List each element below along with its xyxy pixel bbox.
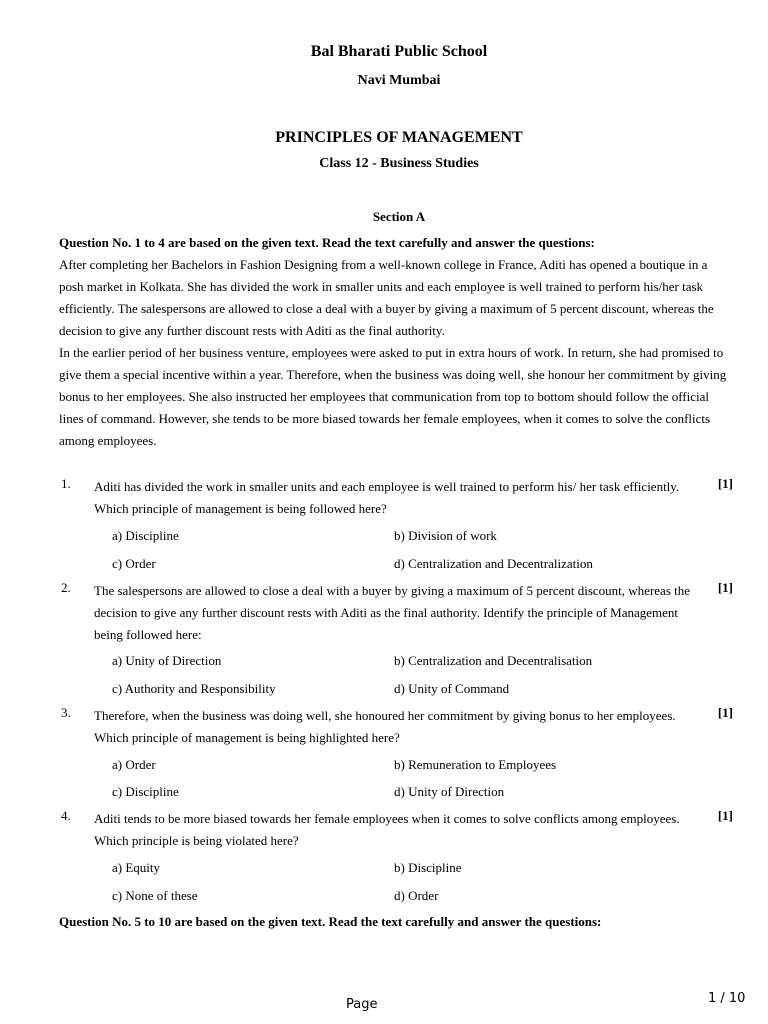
footer-page-label: Page	[346, 997, 378, 1012]
option-c[interactable]: c) Discipline	[112, 784, 179, 799]
option-a[interactable]: a) Discipline	[112, 528, 179, 543]
question-marks: [1]	[717, 580, 733, 595]
page-number: 1 / 10	[708, 991, 746, 1006]
question-number: 1.	[61, 476, 71, 491]
option-b[interactable]: b) Centralization and Decentralisation	[394, 653, 593, 668]
question-number: 2.	[61, 580, 71, 595]
option-a[interactable]: a) Order	[112, 757, 156, 772]
option-a[interactable]: a) Equity	[112, 860, 161, 875]
option-a[interactable]: a) Unity of Direction	[112, 653, 222, 668]
option-c[interactable]: c) Order	[112, 556, 156, 571]
instruction-1: Question No. 1 to 4 are based on the given text. Read the text carefully and answer the questions:	[59, 235, 595, 250]
instruction-2: Question No. 5 to 10 are based on the given text. Read the text carefully and answer the questions:	[59, 914, 602, 929]
question-marks: [1]	[717, 476, 733, 491]
school-name: Bal Bharati Public School	[310, 43, 488, 60]
school-city: Navi Mumbai	[357, 73, 441, 88]
question-text: Therefore, when the business was doing well, she honoured her commitment by giving bonus to her employees. Which principle of management is being highlighted here?	[94, 708, 676, 745]
question-marks: [1]	[717, 808, 733, 823]
option-b[interactable]: b) Discipline	[394, 860, 462, 875]
passage-paragraph-2: In the earlier period of her business venture, employees were asked to put in extra hours of work. In return, she had promised to give them a special incentive within a year. Therefore, when the business was doing well, she honour her commitment by giving bonus to her employees. She also instructed her employees that communication from top to bottom should follow the official lines of command. However, she tends to be more biased towards her female employees, when it comes to solve the conflicts among employees.	[59, 345, 727, 448]
class-subtitle: Class 12 - Business Studies	[319, 156, 479, 171]
question-number: 4.	[61, 808, 71, 823]
question-text: Aditi tends to be more biased towards her female employees when it comes to solve conflicts among employees. Which principle is being violated here?	[94, 811, 680, 848]
option-b[interactable]: b) Remuneration to Employees	[394, 757, 557, 772]
option-c[interactable]: c) None of these	[112, 888, 198, 903]
option-d[interactable]: d) Unity of Command	[394, 681, 510, 696]
option-d[interactable]: d) Centralization and Decentralization	[394, 556, 593, 571]
case-passage	[59, 254, 731, 452]
passage-paragraph-1: After completing her Bachelors in Fashion Designing from a well-known college in France, Aditi has opened a boutique in a posh market in Kolkata. She has divided the work in smaller units and each employee is well trained to perform his/her task efficiently. The salespersons are allowed to close a deal with a buyer by giving a maximum of 5 percent discount, whereas the decision to give any further discount rests with Aditi as the final authority.	[59, 257, 714, 338]
option-b[interactable]: b) Division of work	[394, 528, 497, 543]
paper-title: PRINCIPLES OF MANAGEMENT	[275, 129, 523, 146]
question-text: The salespersons are allowed to close a deal with a buyer by giving a maximum of 5 percent discount, whereas the decision to give any further discount rests with Aditi as the final authority. Identify the principle of Management being followed here:	[94, 583, 691, 642]
question-marks: [1]	[717, 705, 733, 720]
option-c[interactable]: c) Authority and Responsibility	[112, 681, 276, 696]
section-heading: Section A	[372, 209, 426, 224]
question-text: Aditi has divided the work in smaller units and each employee is well trained to perform his/ her task efficiently. Which principle of management is being followed here?	[94, 479, 680, 516]
question-number: 3.	[61, 705, 71, 720]
option-d[interactable]: d) Order	[394, 888, 439, 903]
option-d[interactable]: d) Unity of Direction	[394, 784, 505, 799]
